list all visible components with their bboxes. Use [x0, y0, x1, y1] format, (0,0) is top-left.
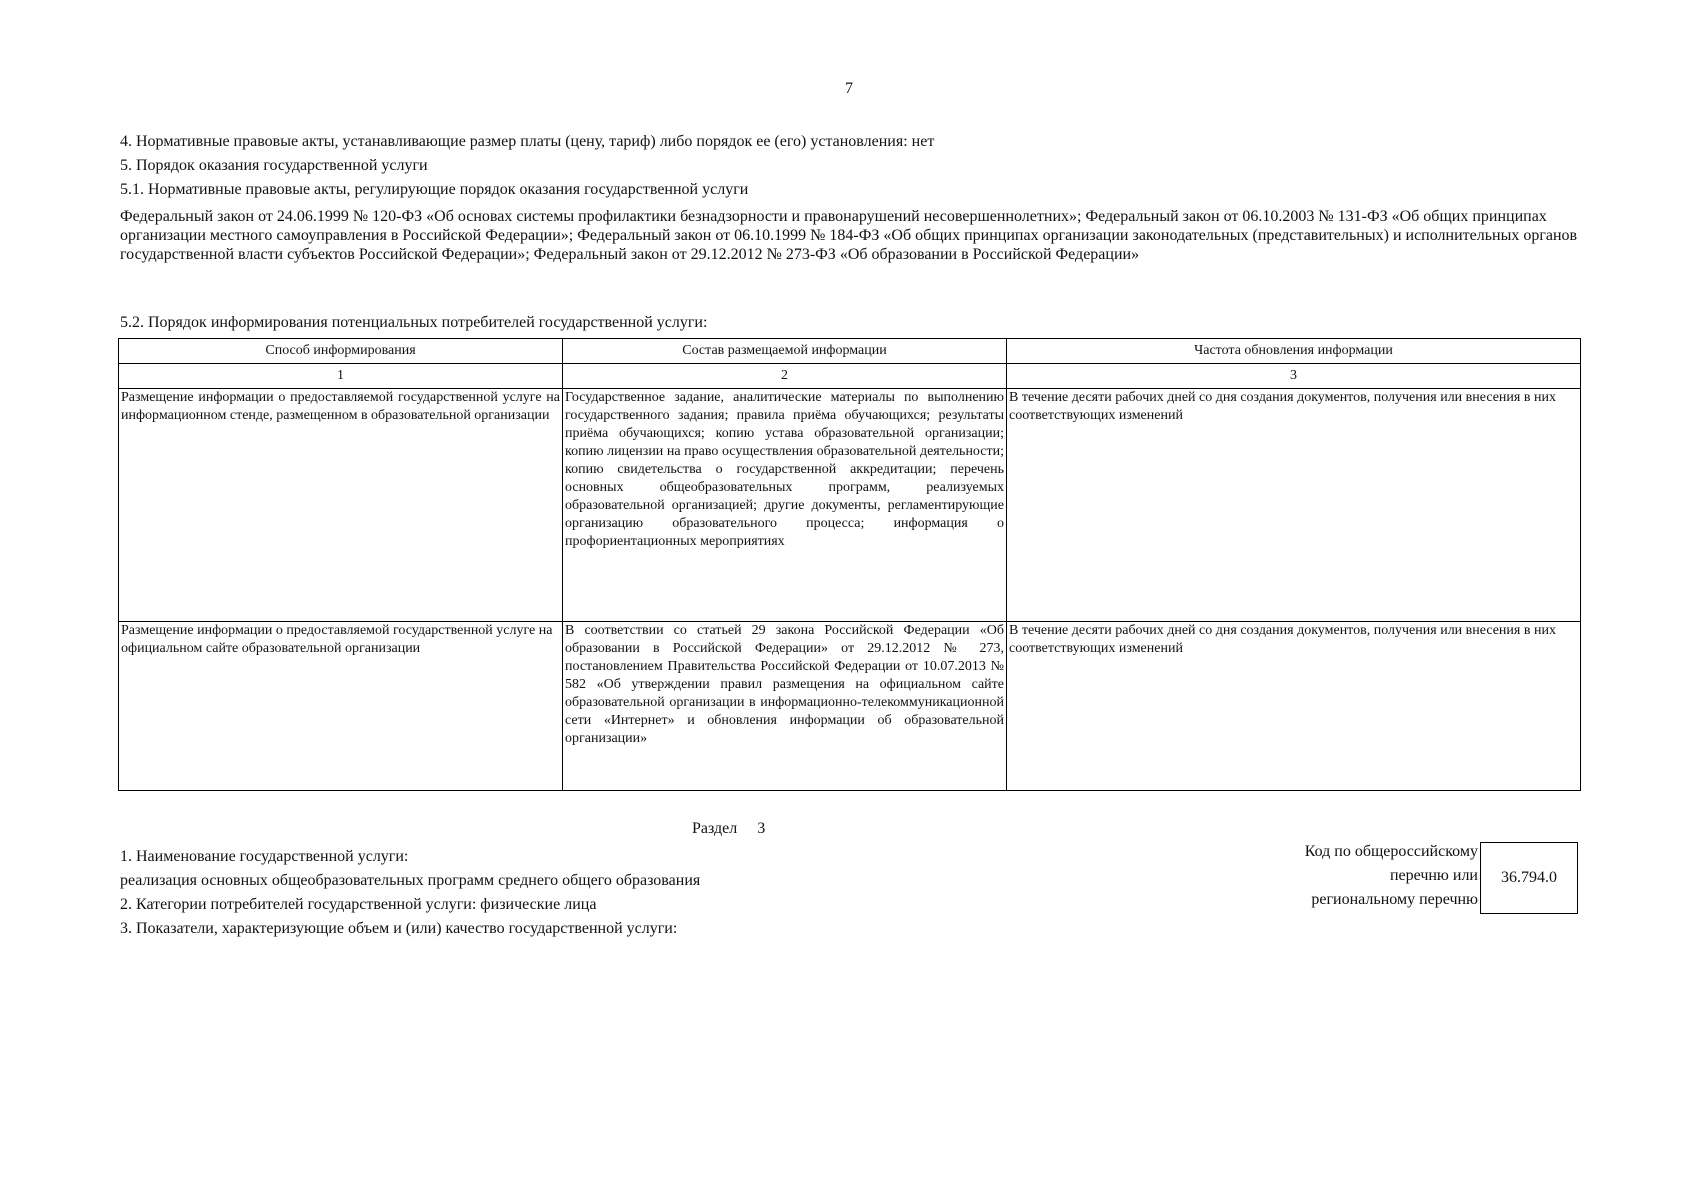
cell-method: Размещение информации о предоставляемой государственной услуге на информационном стенде, размещенном в образовательной организации: [119, 389, 563, 622]
code-labels: [1260, 840, 1478, 912]
item-5-service-procedure: 5. Порядок оказания государственной услуги: [120, 157, 428, 174]
section3-item-1: 1. Наименование государственной услуги:: [120, 848, 409, 865]
cell-method: Размещение информации о предоставляемой государственной услуге на официальном сайте образовательной организации: [119, 622, 563, 791]
cell-frequency: В течение десяти рабочих дней со дня создания документов, получения или внесения в них соответствующих изменений: [1007, 622, 1581, 791]
code-label-line-3: региональному перечню: [1311, 891, 1478, 908]
column-number-2: 2: [563, 364, 1007, 389]
cell-frequency: В течение десяти рабочих дней со дня создания документов, получения или внесения в них соответствующих изменений: [1007, 389, 1581, 622]
column-number-1: 1: [119, 364, 563, 389]
section3-item-3: 3. Показатели, характеризующие объем и (или) качество государственной услуги:: [120, 920, 678, 937]
section-label: Раздел: [692, 820, 738, 837]
code-label-line-2: перечню или: [1389, 867, 1478, 884]
table-row: [119, 622, 1581, 791]
table-row: [119, 389, 1581, 622]
item-5-1-regulating-acts: 5.1. Нормативные правовые акты, регулирующие порядок оказания государственной услуги: [120, 181, 749, 198]
service-name: реализация основных общеобразовательных программ среднего общего образования: [120, 872, 701, 889]
laws-paragraph: Федеральный закон от 24.06.1999 № 120-ФЗ «Об основах системы профилактики безнадзорности и правонарушений несовершеннолетних»; Федеральный закон от 06.10.2003 № 131-ФЗ «Об общих принципах организации местного самоуправления в Российской Федерации»; Федеральный закон от 06.10.1999 № 184-ФЗ «Об общих принципах организации законодательных (представительных) и исполнительных органов государственной власти субъектов Российской Федерации»; Федеральный закон от 29.12.2012 № 273-ФЗ «Об образовании в Российской Федерации»: [120, 208, 1578, 263]
page-number: 7: [845, 80, 853, 97]
section-title: [692, 820, 765, 838]
header-frequency: Частота обновления информации: [1007, 339, 1581, 364]
header-method: Способ информирования: [119, 339, 563, 364]
cell-content: В соответствии со статьей 29 закона Российской Федерации «Об образовании в Российской Федерации» от 29.12.2012 № 273, постановлением Правительства Российской Федерации от 10.07.2013 № 582 «Об утверждении правил размещения на официальном сайте образовательной организации в информационно-телекоммуникационной сети «Интернет» и обновления информации об образовательной организации»: [563, 622, 1007, 791]
column-number-3: 3: [1007, 364, 1581, 389]
informing-table: [118, 338, 1581, 791]
header-content: Состав размещаемой информации: [563, 339, 1007, 364]
code-value: 36.794.0: [1501, 869, 1557, 886]
section-number: 3: [757, 820, 766, 837]
item-5-2-informing-procedure: 5.2. Порядок информирования потенциальных потребителей государственной услуги:: [120, 314, 708, 331]
code-value-box: [1480, 842, 1578, 914]
item-4-normative-acts-fee: 4. Нормативные правовые акты, устанавливающие размер платы (цену, тариф) либо порядок ее (его) установления: нет: [120, 133, 935, 150]
cell-content: Государственное задание, аналитические материалы по выполнению государственного задания; правила приёма обучающихся; результаты приёма обучающихся; копию устава образовательной организации; копию лицензии на право осуществления образовательной деятельности; копию свидетельства о государственной аккредитации; перечень основных общеобразовательных программ, реализуемых образовательной организацией; другие документы, регламентирующие организацию образовательного процесса; информация о профориентационных мероприятиях: [563, 389, 1007, 622]
section3-item-2: 2. Категории потребителей государственной услуги: физические лица: [120, 896, 597, 913]
table-number-row: [119, 364, 1581, 389]
table-header-row: [119, 339, 1581, 364]
code-label-line-1: Код по общероссийскому: [1304, 843, 1478, 860]
